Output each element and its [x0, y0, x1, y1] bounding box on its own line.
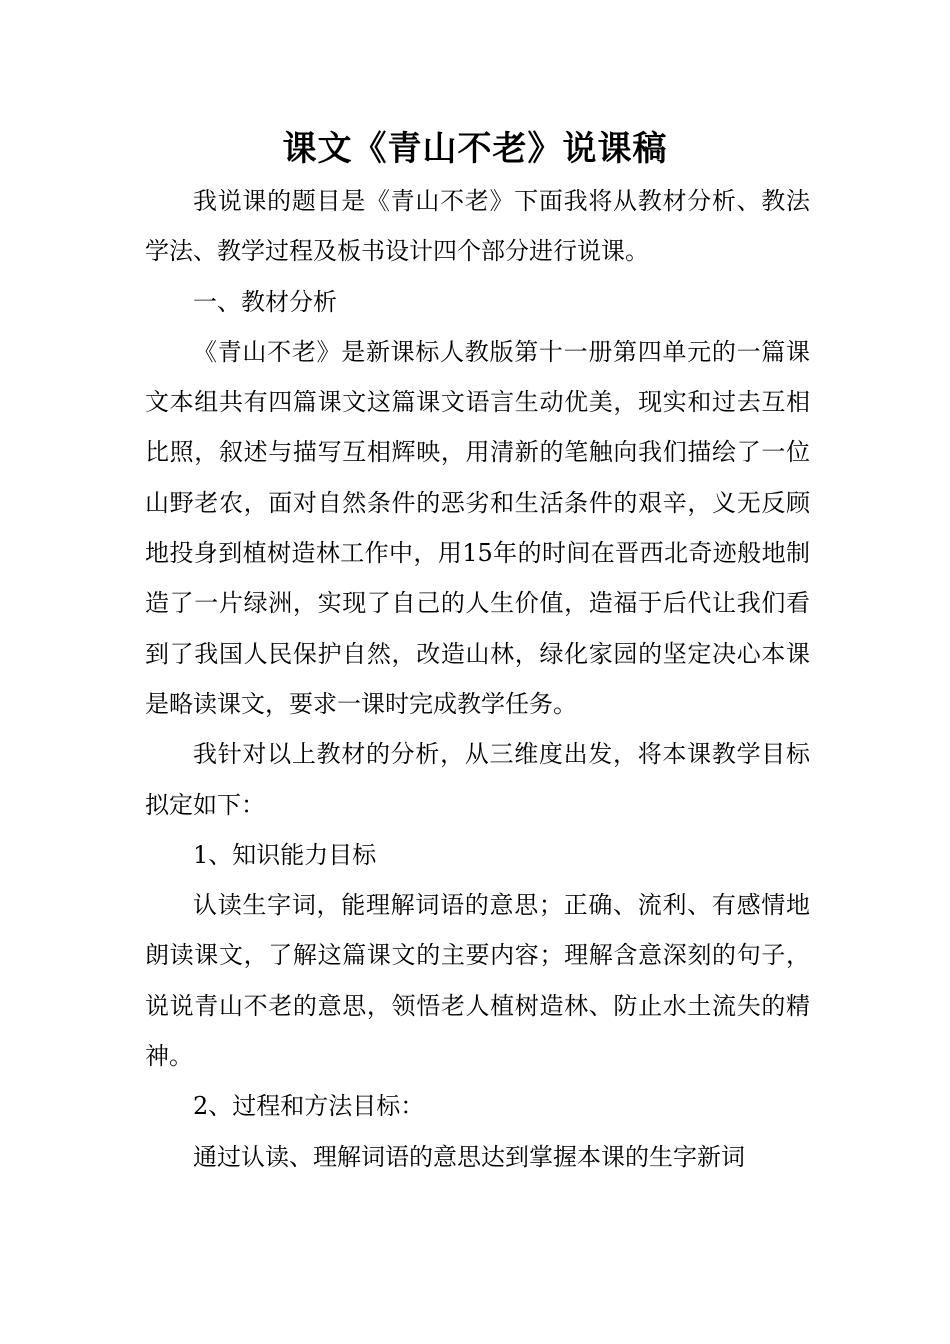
subheading-knowledge-objective: 1、知识能力目标: [193, 840, 377, 869]
paragraph-objectives-intro: 我针对以上教材的分析，从三维度出发，将本课教学目标拟定如下：: [145, 740, 810, 819]
paragraph-knowledge-objective: 认读生字词，能理解词语的意思；正确、流利、有感情地朗读课文，了解这篇课文的主要内容；理解含意深刻的句子，说说青山不老的意思，领悟老人植树造林、防止水土流失的精神。: [145, 891, 810, 1071]
section-heading-material-analysis: 一、教材分析: [193, 287, 337, 316]
document-body: [145, 176, 810, 1182]
document-title: 课文《青山不老》说课稿: [282, 129, 668, 169]
paragraph-process-objective: 通过认读、理解词语的意思达到掌握本课的生字新词: [193, 1142, 745, 1171]
paragraph-intro: 我说课的题目是《青山不老》下面我将从教材分析、教法学法、教学过程及板书设计四个部分进行说课。: [145, 187, 810, 266]
paragraph-material-analysis: 《青山不老》是新课标人教版第十一册第四单元的一篇课文本组共有四篇课文这篇课文语言生动优美，现实和过去互相比照，叙述与描写互相辉映，用清新的笔触向我们描绘了一位山野老农，面对自然条件的恶劣和生活条件的艰辛，义无反顾地投身到植树造林工作中，用15年的时间在晋西北奇迹般地制造了一片绿洲，实现了自己的人生价值，造福于后代让我们看到了我国人民保护自然，改造山林，绿化家园的坚定决心本课是略读课文，要求一课时完成教学任务。: [145, 337, 810, 718]
subheading-process-objective: 2、过程和方法目标：: [193, 1092, 425, 1121]
